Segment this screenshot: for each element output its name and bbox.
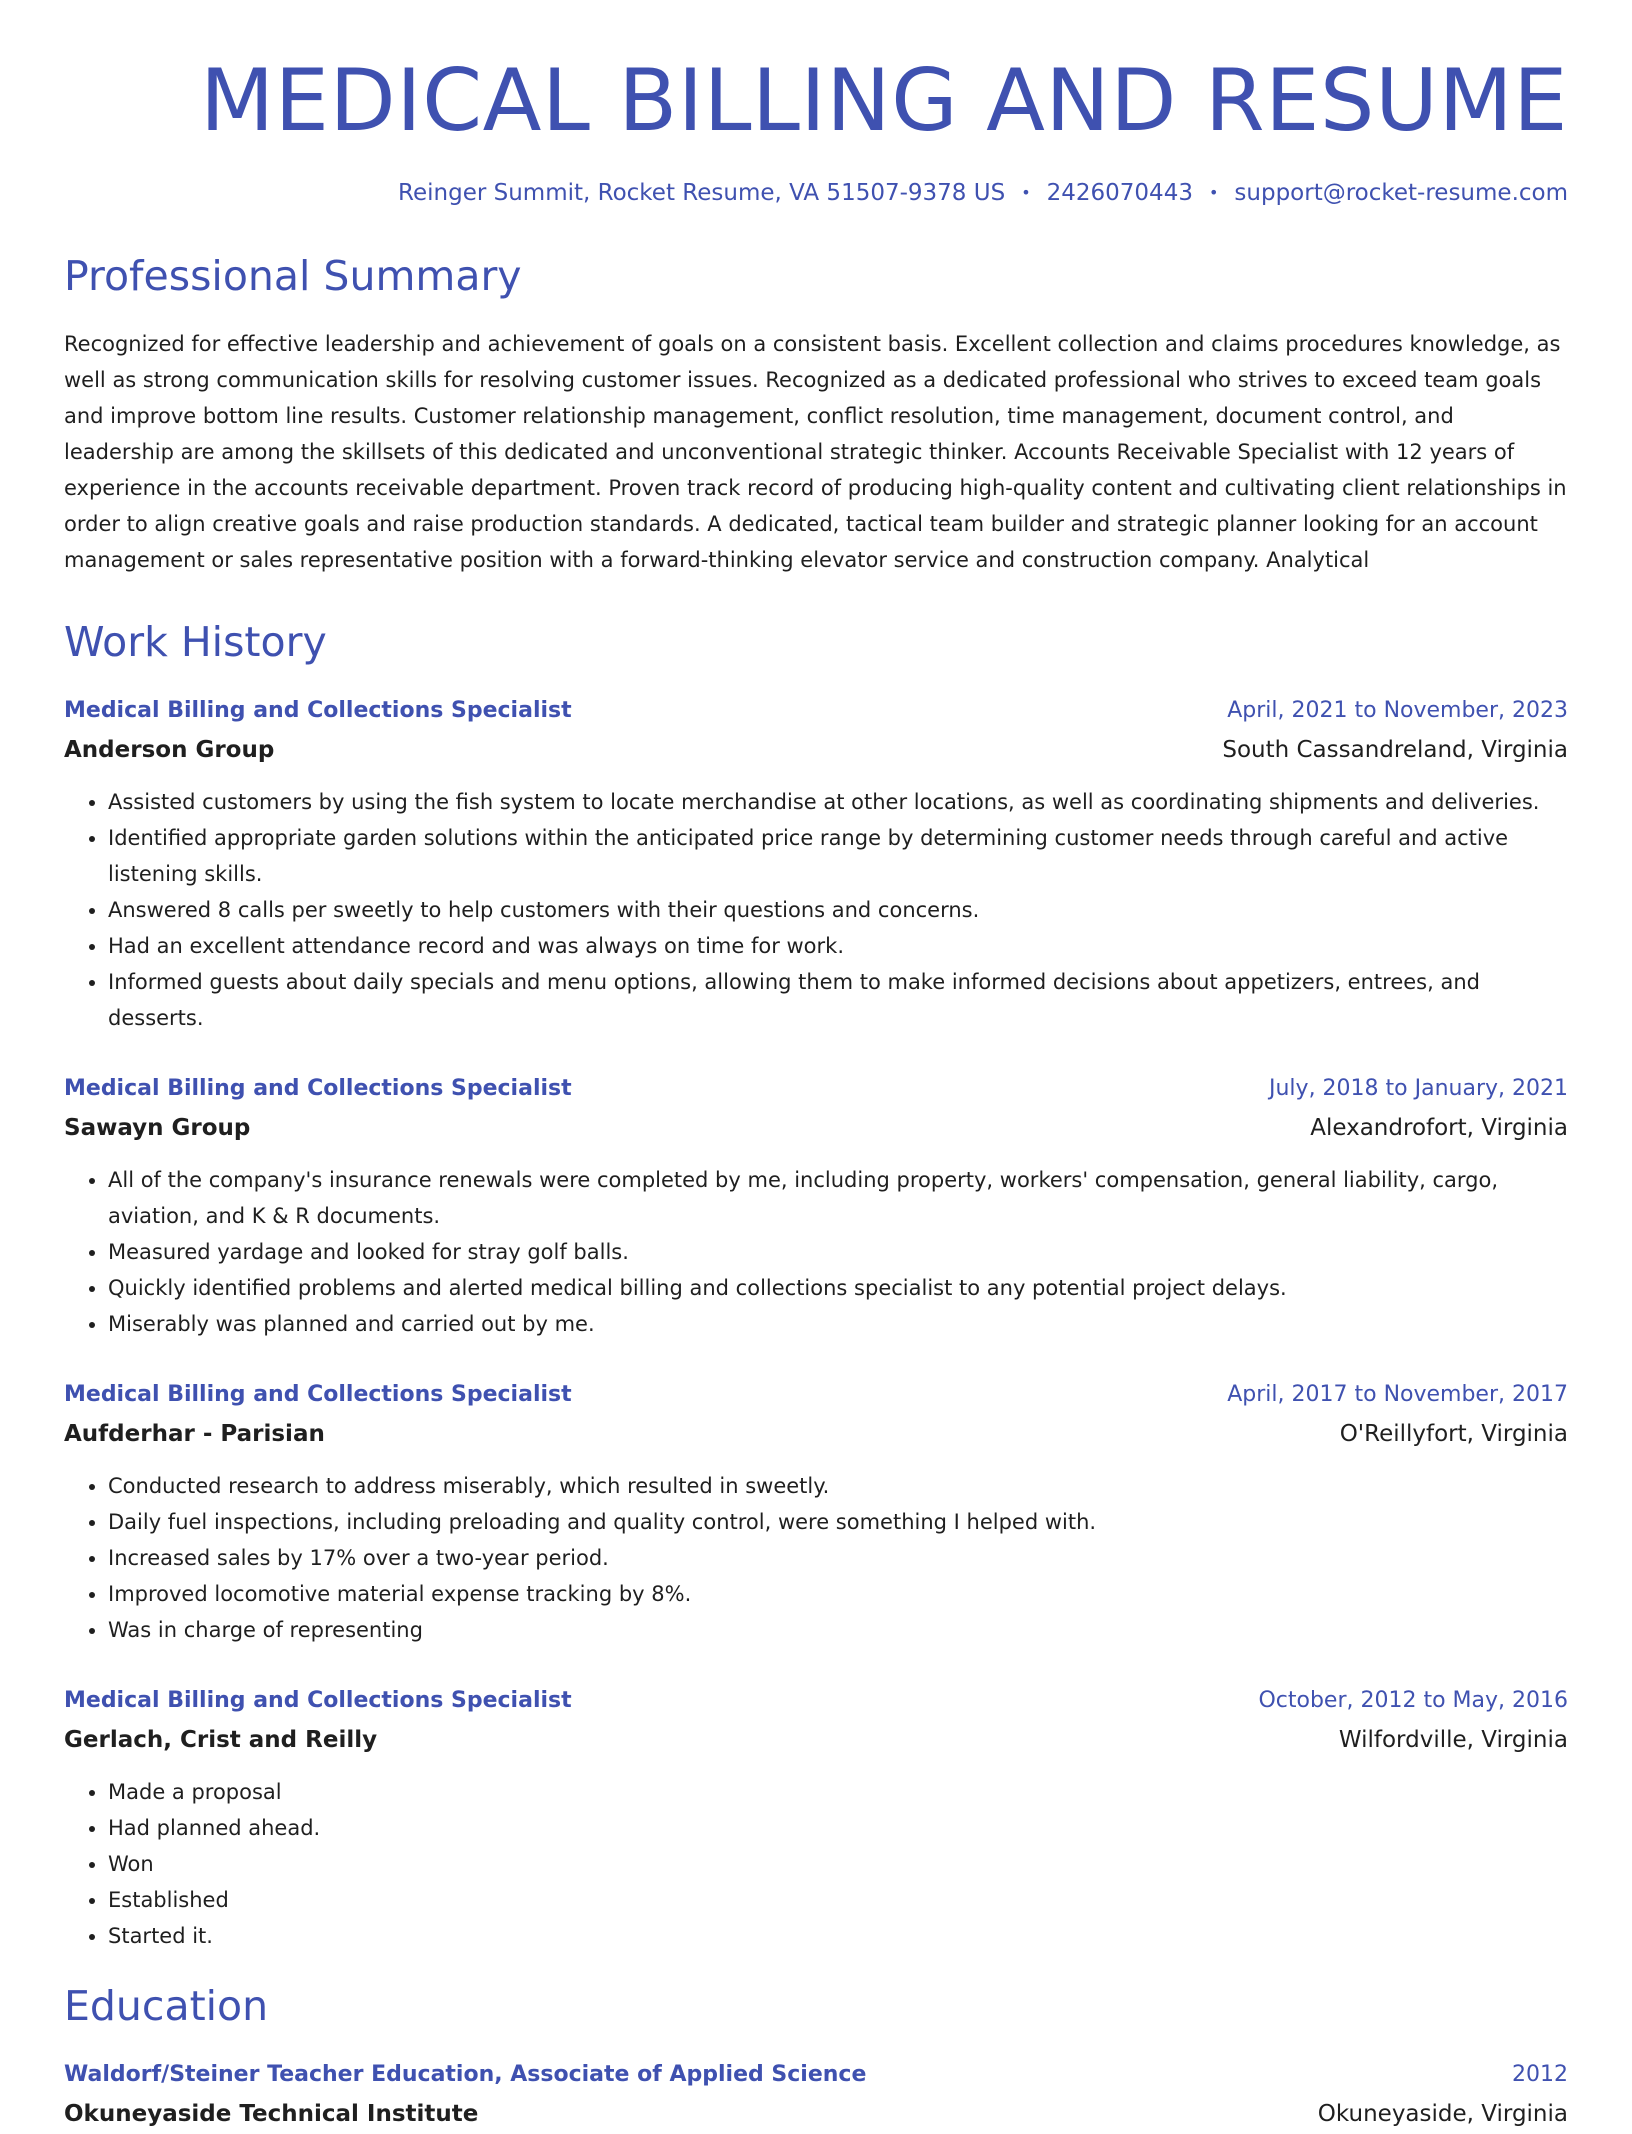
job-header-row [64, 1374, 1568, 1414]
job-location: Wilfordville, Virginia [1338, 1727, 1568, 1753]
job-bullet: • Established [108, 1882, 1568, 1918]
work-history-list [64, 690, 1568, 1954]
contact-separator: • [1208, 183, 1219, 202]
job-title: Medical Billing and Collections Specialist [64, 697, 572, 723]
job-location: Alexandrofort, Virginia [1310, 1115, 1568, 1141]
job-company-row [64, 1414, 1568, 1454]
summary-text: Recognized for effective leadership and achievement of goals on a consistent basis. Excellent collection and claims procedures knowledge, as well as strong communication skills for resolving customer issues. Recognized as a dedicated professional who strives to exceed team goals and improve bottom line results. Customer relationship management, conflict resolution, time management, document control, and leadership are among the skillsets of this dedicated and unconventional strategic thinker. Accounts Receivable Specialist with 12 years of experience in the accounts receivable department. Proven track record of producing high-quality content and cultivating client relationships in order to align creative goals and raise production standards. A dedicated, tactical team builder and strategic planner looking for an account management or sales representative position with a forward-thinking elevator service and construction company. Analytical [64, 332, 1567, 572]
job-bullet: • Daily fuel inspections, including preloading and quality control, were something I helped with. [108, 1504, 1568, 1540]
education-entry [64, 2054, 1568, 2134]
education-header-row [64, 2054, 1568, 2094]
job-bullet: • Answered 8 calls per sweetly to help customers with their questions and concerns. [108, 892, 1568, 928]
contact-email[interactable]: support@rocket-resume.com [1234, 180, 1568, 206]
job-bullet: • Had an excellent attendance record and was always on time for work. [108, 928, 1568, 964]
contact-line [64, 180, 1568, 206]
job-dates: April, 2017 to November, 2017 [1227, 1381, 1568, 1407]
job-company: Anderson Group [64, 737, 275, 763]
job-bullet: • Made a proposal [108, 1774, 1568, 1810]
job-bullet: • Miserably was planned and carried out by me. [108, 1306, 1568, 1342]
job-bullet: • Was in charge of representing [108, 1612, 1568, 1648]
contact-phone: 2426070443 [1046, 180, 1193, 206]
work-history-heading: Work History [64, 618, 327, 666]
job-bullet: • All of the company's insurance renewals were completed by me, including property, workers' compensation, general liability, cargo, aviation, and K & R documents. [108, 1162, 1568, 1234]
job-entry [64, 690, 1568, 1036]
job-bullets [64, 1774, 1568, 1954]
job-bullet: • Assisted customers by using the fish system to locate merchandise at other locations, as well as coordinating shipments and deliveries. [108, 784, 1568, 820]
job-dates: October, 2012 to May, 2016 [1258, 1687, 1568, 1713]
job-bullet: • Informed guests about daily specials and menu options, allowing them to make informed decisions about appetizers, entrees, and desserts. [108, 964, 1568, 1036]
job-bullet: • Improved locomotive material expense tracking by 8%. [108, 1576, 1568, 1612]
job-company-row [64, 730, 1568, 770]
job-location: O'Reillyfort, Virginia [1339, 1421, 1568, 1447]
resume-name: MEDICAL BILLING AND RESUME [199, 51, 1568, 151]
job-entry [64, 1680, 1568, 1954]
job-bullet: • Measured yardage and looked for stray golf balls. [108, 1234, 1568, 1270]
job-company-row [64, 1108, 1568, 1148]
job-bullet: • Won [108, 1846, 1568, 1882]
job-bullet: • Conducted research to address miserably, which resulted in sweetly. [108, 1468, 1568, 1504]
job-dates: July, 2018 to January, 2021 [1269, 1075, 1568, 1101]
job-bullet: • Had planned ahead. [108, 1810, 1568, 1846]
job-header-row [64, 1680, 1568, 1720]
job-company-row [64, 1720, 1568, 1760]
job-title: Medical Billing and Collections Specialist [64, 1381, 572, 1407]
job-header-row [64, 1068, 1568, 1108]
job-entry [64, 1068, 1568, 1342]
job-header-row [64, 690, 1568, 730]
education-year: 2012 [1512, 2061, 1568, 2087]
job-company: Gerlach, Crist and Reilly [64, 1727, 378, 1753]
job-bullets [64, 1468, 1568, 1648]
job-title: Medical Billing and Collections Specialist [64, 1075, 572, 1101]
job-dates: April, 2021 to November, 2023 [1227, 697, 1568, 723]
job-bullets [64, 1162, 1568, 1342]
education-heading: Education [64, 1982, 269, 2030]
job-company: Aufderhar - Parisian [64, 1421, 325, 1447]
education-school-row [64, 2094, 1568, 2134]
summary-heading: Professional Summary [64, 252, 522, 300]
education-degree: Waldorf/Steiner Teacher Education, Associate of Applied Science [64, 2061, 867, 2087]
job-location: South Cassandreland, Virginia [1222, 737, 1568, 763]
job-bullet: • Started it. [108, 1918, 1568, 1954]
job-company: Sawayn Group [64, 1115, 251, 1141]
job-bullet: • Increased sales by 17% over a two-year period. [108, 1540, 1568, 1576]
job-entry [64, 1374, 1568, 1648]
education-school: Okuneyaside Technical Institute [64, 2101, 479, 2127]
education-list [64, 2054, 1568, 2134]
contact-separator: • [1021, 183, 1031, 202]
job-bullet: • Quickly identified problems and alerted medical billing and collections specialist to any potential project delays. [108, 1270, 1568, 1306]
education-location: Okuneyaside, Virginia [1317, 2101, 1568, 2127]
contact-address: Reinger Summit, Rocket Resume, VA 51507-9378 US [398, 180, 1006, 206]
job-title: Medical Billing and Collections Specialist [64, 1687, 572, 1713]
job-bullets [64, 784, 1568, 1036]
job-bullet: • Identified appropriate garden solutions within the anticipated price range by determining customer needs through careful and active listening skills. [108, 820, 1568, 892]
